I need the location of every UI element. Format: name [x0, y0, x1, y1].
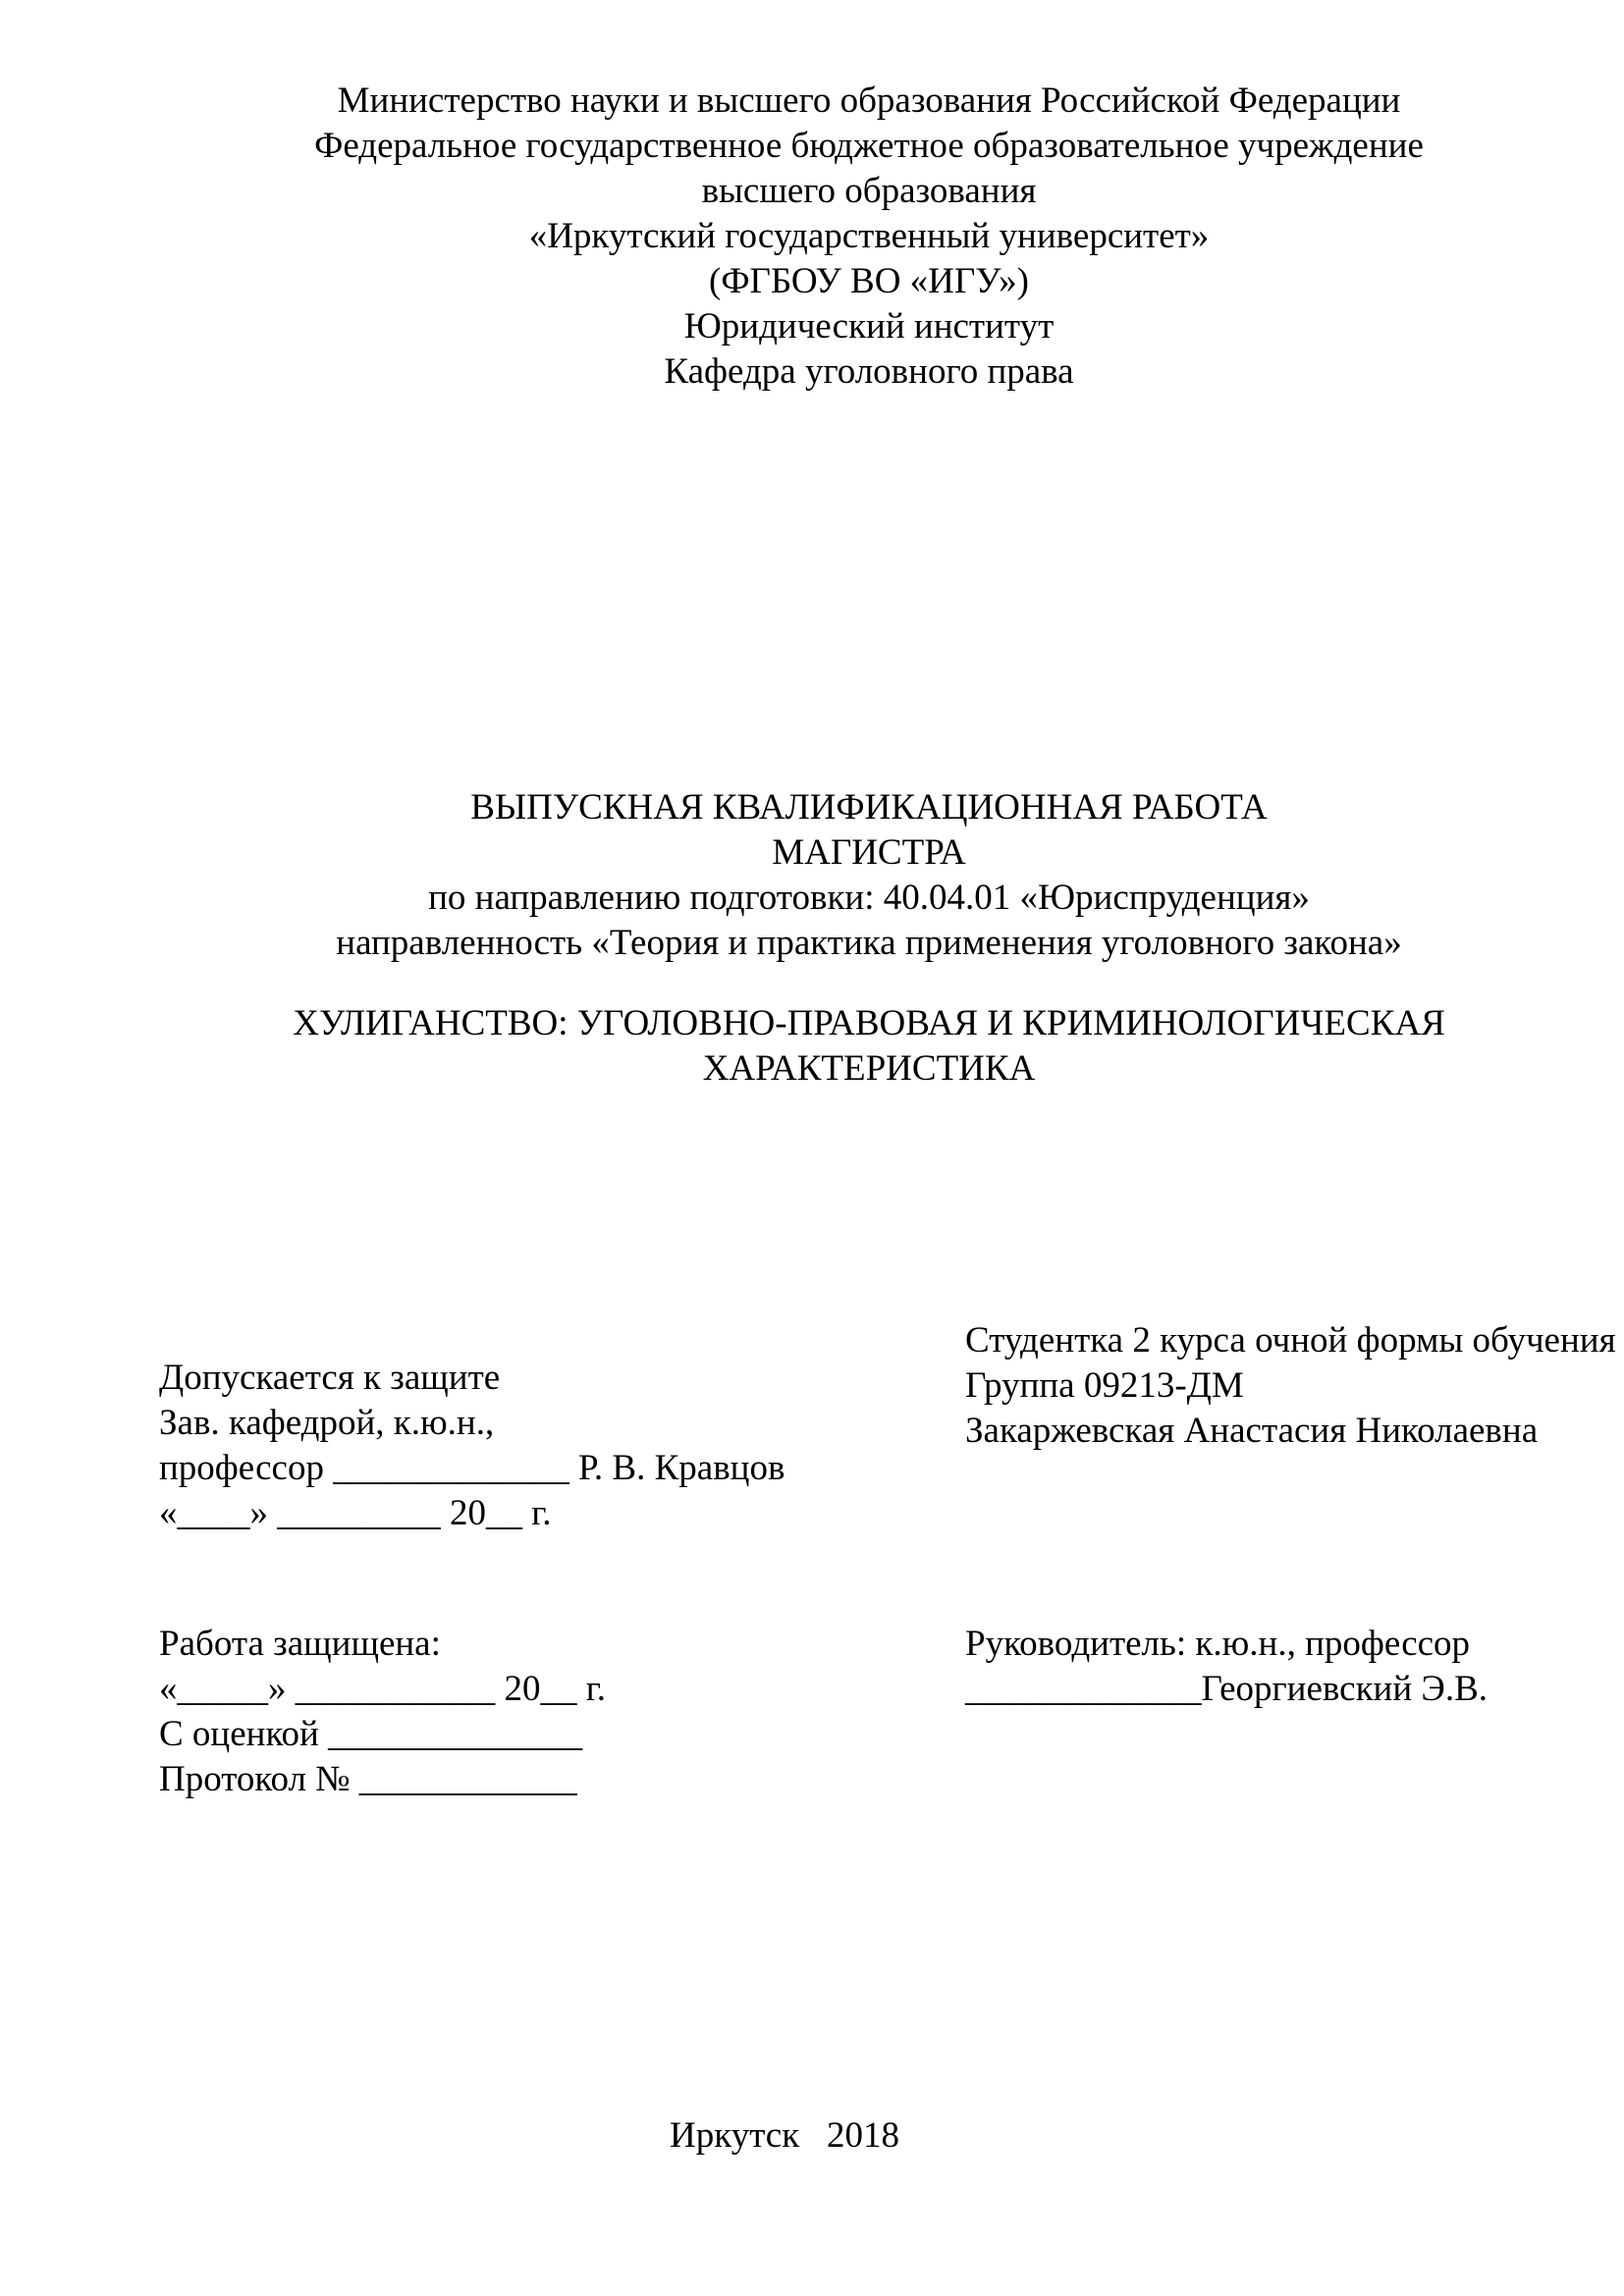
institution-type-line: Федеральное государственное бюджетное образовательное учреждение [314, 126, 1424, 166]
supervisor-info [965, 1622, 1488, 1712]
student-info [965, 1318, 1616, 1454]
admission-heading: Допускается к защите [159, 1358, 501, 1398]
head-signature-line: профессор _____________ Р. В. Кравцов [159, 1448, 785, 1488]
degree-line: МАГИСТРА [772, 832, 966, 873]
institute-line: Юридический институт [683, 306, 1055, 347]
work-type-block [0, 785, 1624, 966]
university-abbreviation-line: (ФГБОУ ВО «ИГУ») [709, 261, 1029, 301]
thesis-title [0, 1001, 1624, 1092]
thesis-title-line-1: ХУЛИГАНСТВО: УГОЛОВНО-ПРАВОВАЯ И КРИМИНОЛОГИЧЕСКАЯ [293, 1003, 1445, 1043]
defended-heading: Работа защищена: [159, 1624, 441, 1664]
supervisor-signature-line: _____________Георгиевский Э.В. [965, 1669, 1489, 1709]
head-of-department-line: Зав. кафедрой, к.ю.н., [159, 1403, 495, 1443]
institution-header [0, 79, 1624, 395]
admission-date-line: «____» _________ 20__ г. [159, 1493, 552, 1533]
student-group-line: Группа 09213-ДМ [965, 1365, 1244, 1406]
defense-date-line: «_____» ___________ 20__ г. [159, 1669, 607, 1709]
thesis-title-line-2: ХАРАКТЕРИСТИКА [702, 1048, 1036, 1089]
ministry-line: Министерство науки и высшего образования Российской Федерации [337, 80, 1401, 121]
education-level-line: высшего образования [701, 171, 1037, 211]
study-direction-line: по направлению подготовки: 40.04.01 «Юриспруденция» [428, 878, 1310, 918]
city-year: Иркутск 2018 [670, 2115, 899, 2156]
defense-admission [159, 1356, 785, 1536]
supervisor-title-line: Руководитель: к.ю.н., профессор [965, 1624, 1471, 1664]
protocol-line: Протокол № ____________ [159, 1759, 577, 1799]
department-line: Кафедра уголовного права [664, 351, 1074, 392]
student-name-line: Закаржевская Анастасия Николаевна [965, 1411, 1539, 1451]
specialization-line: направленность «Теория и практика применения уголовного закона» [336, 923, 1402, 963]
work-type-line: ВЫПУСКНАЯ КВАЛИФИКАЦИОННАЯ РАБОТА [470, 787, 1268, 828]
student-course-line: Студентка 2 курса очной формы обучения [965, 1320, 1616, 1361]
grade-line: С оценкой ______________ [159, 1714, 583, 1754]
defense-result [159, 1622, 606, 1802]
university-name-line: «Иркутский государственный университет» [528, 216, 1210, 256]
city-year-footer [0, 2113, 1569, 2159]
